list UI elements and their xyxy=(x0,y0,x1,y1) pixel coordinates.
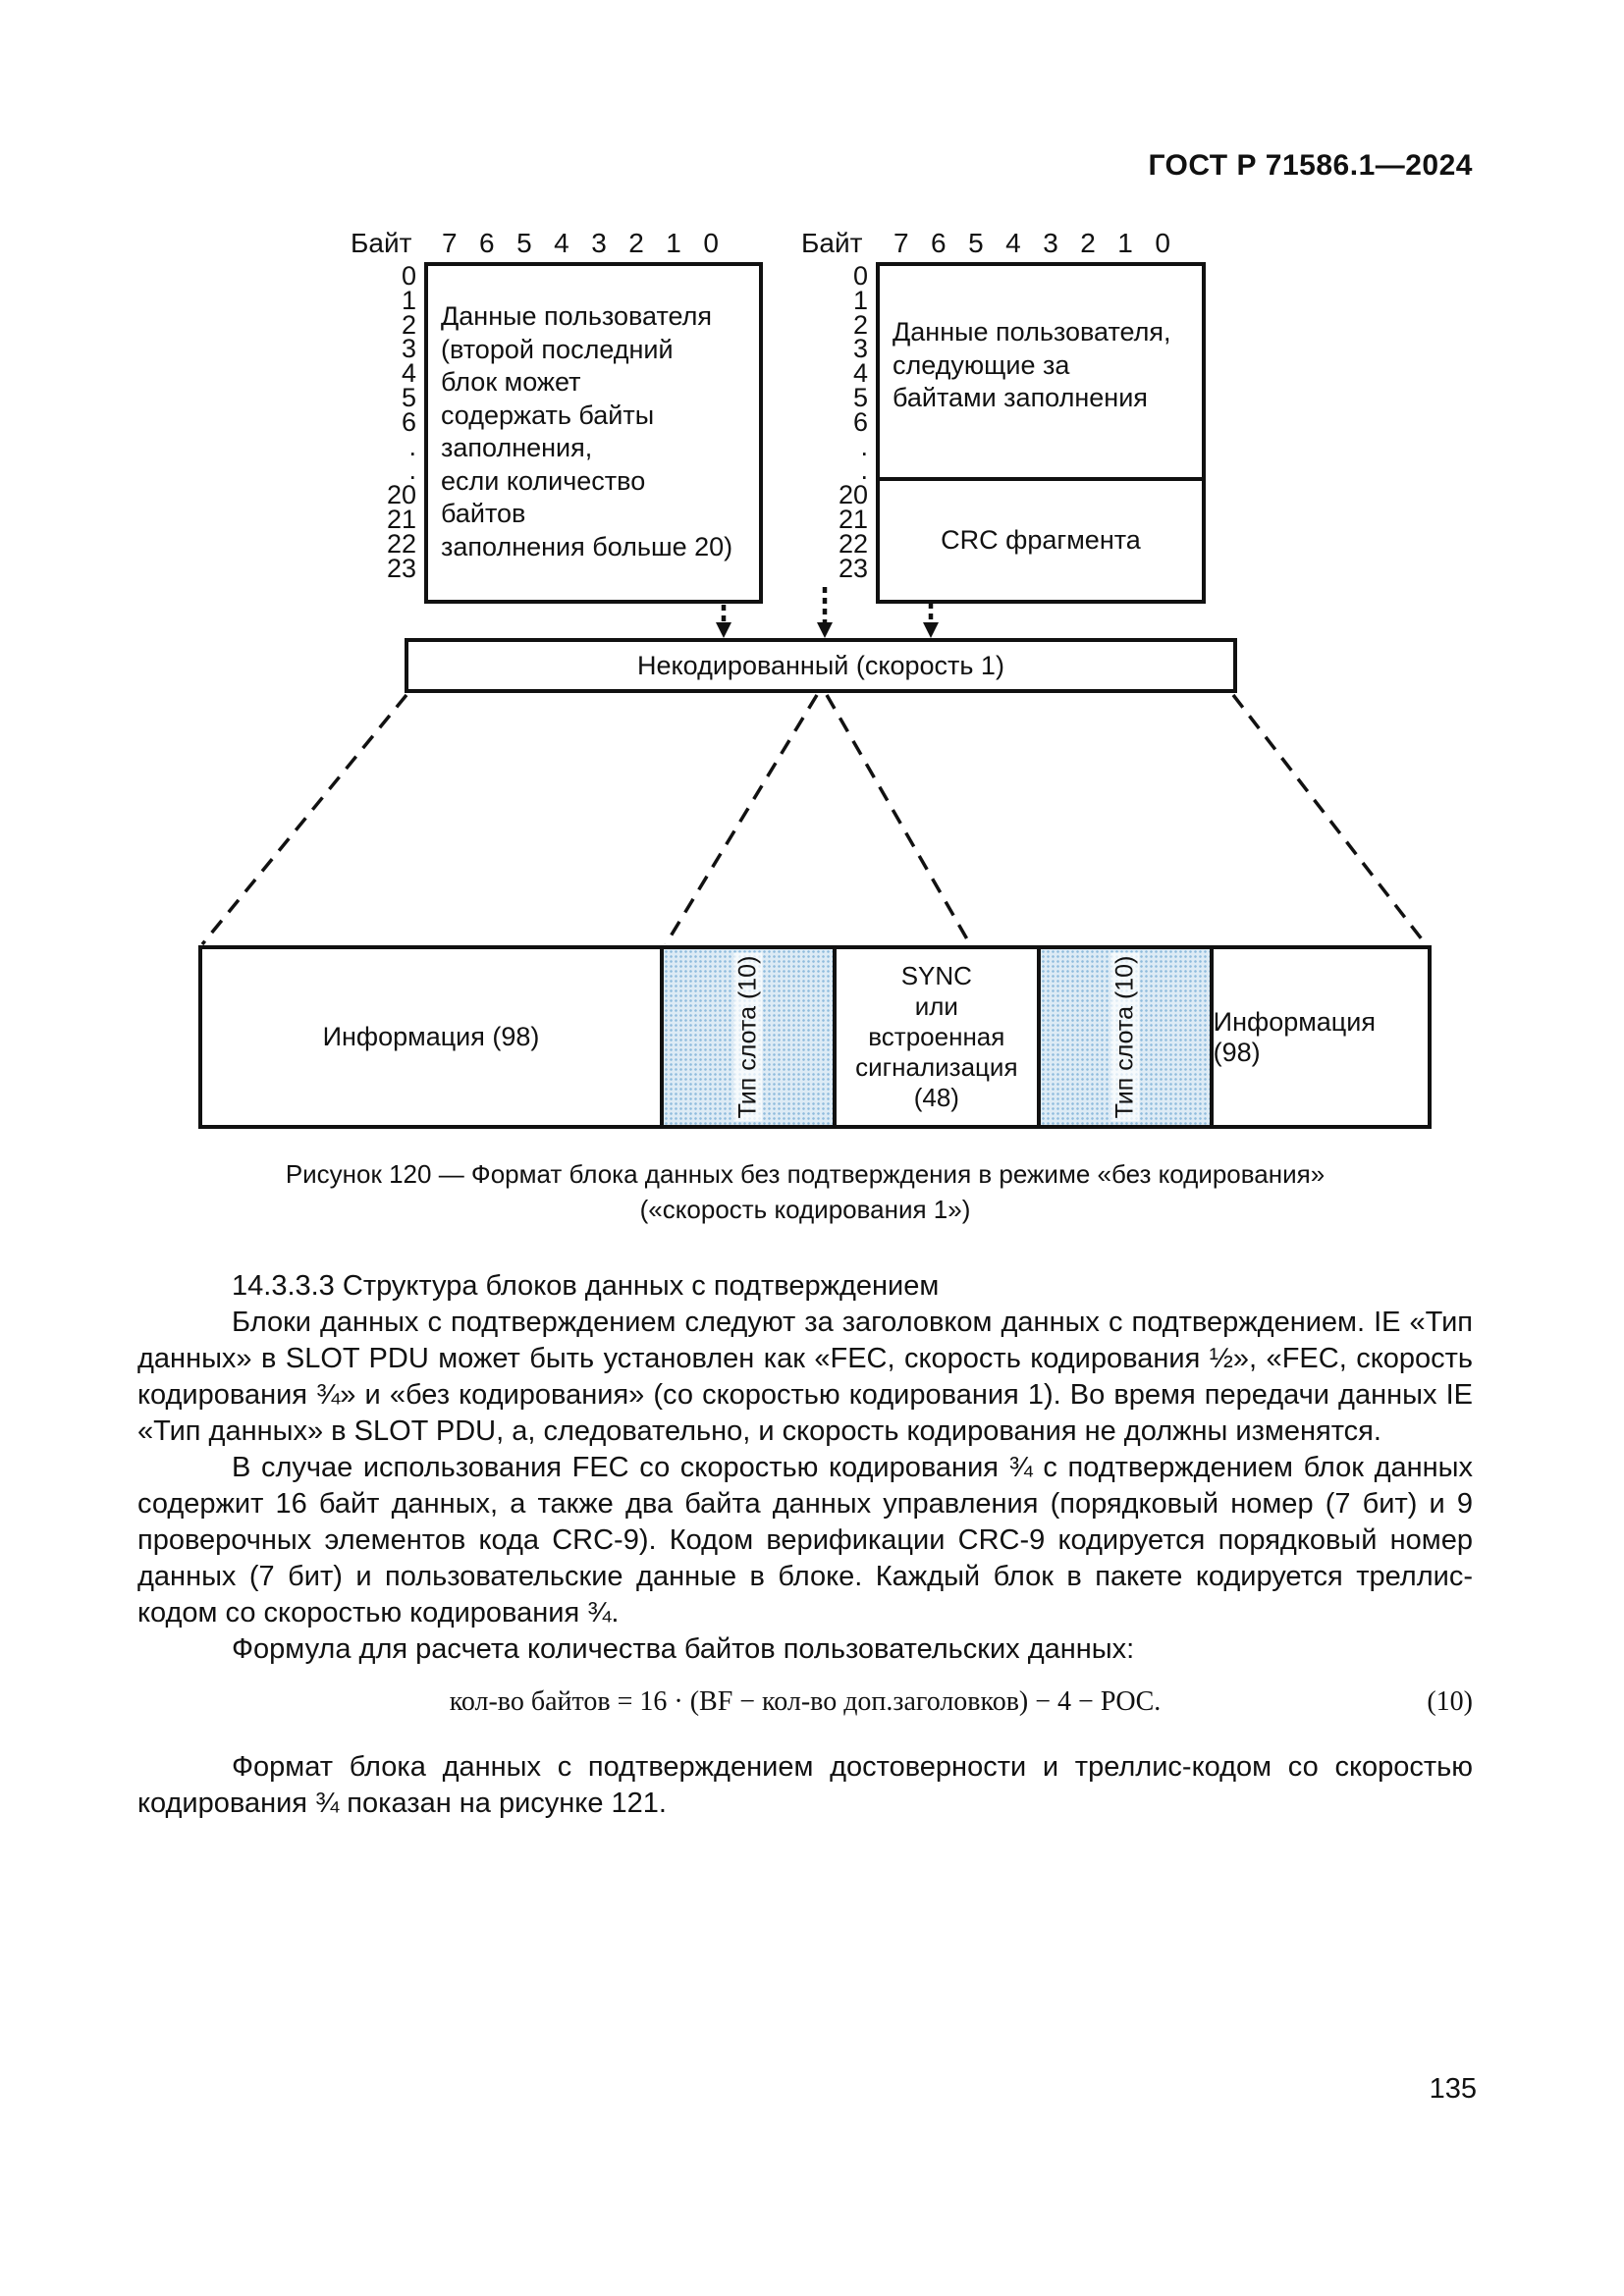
right-block-upper xyxy=(880,266,1202,481)
row-label: . xyxy=(860,431,868,461)
row-label: 4 xyxy=(852,358,868,389)
formula-row xyxy=(137,1683,1473,1720)
row-label: 5 xyxy=(852,382,868,412)
row-label: 2 xyxy=(852,309,868,340)
block-text-line: если количество xyxy=(441,465,646,496)
row-label: . xyxy=(408,431,416,461)
section-heading: 14.3.3.3 Структура блоков данных с подтверждением xyxy=(232,1270,940,1302)
row-label: 4 xyxy=(401,358,416,389)
row-label: 1 xyxy=(852,285,868,315)
slot-type-left-label: Тип слота (10) xyxy=(733,953,762,1122)
row-label: 21 xyxy=(386,504,416,534)
paragraph-4: Формат блока данных с подтверждением достоверности и треллис-кодом со скоростью кодирования ¾ показан на рисунке 121. xyxy=(137,1751,1473,1819)
paragraph-2: В случае использования FEC со скоростью кодирования ¾ с подтверждением блок данных содержит 16 байт данных, а также два байта данных управления (порядковый номер (7 бит) и 9 проверочных элементов кода CRC-9). Кодом верификации CRC-9 кодируется порядковый номер данных (7 бит) и пользовательские данные в блоке. Каждый блок в пакете кодируется треллис-кодом со скоростью кодирования ¾. xyxy=(137,1452,1473,1629)
bit-labels-row-right xyxy=(893,228,1170,259)
left-byte-block xyxy=(424,262,763,604)
block-text-line: Данные пользователя xyxy=(441,301,713,331)
row-label: 6 xyxy=(852,406,868,437)
uncoded-rate-box xyxy=(405,638,1237,693)
info-cell-left xyxy=(202,949,660,1125)
figure-caption-line2: («скорость кодирования 1») xyxy=(639,1195,971,1224)
block-text-line: заполнения, xyxy=(441,433,593,462)
row-label: 0 xyxy=(852,261,868,291)
sync-line: SYNC xyxy=(900,961,972,990)
block-text-line: следующие за xyxy=(893,349,1070,380)
block-text-line: блок может xyxy=(441,367,581,397)
crc-label: CRC фрагмента xyxy=(941,525,1141,555)
right-block-crc-cell xyxy=(880,481,1202,600)
bit-label: 2 xyxy=(628,228,644,258)
row-label: 23 xyxy=(838,553,868,583)
slot-structure-box xyxy=(198,945,1432,1129)
row-labels-left xyxy=(355,261,416,583)
bit-label: 2 xyxy=(1080,228,1096,258)
row-label: . xyxy=(860,455,868,486)
bit-label: 3 xyxy=(1043,228,1058,258)
row-label: 3 xyxy=(852,334,868,364)
slot-type-right-label: Тип слота (10) xyxy=(1110,953,1139,1122)
info-cell-right xyxy=(1214,949,1428,1125)
paragraph-1: Блоки данных с подтверждением следуют за заголовком данных с подтверждением. IE «Тип данных» в SLOT PDU может быть установлен как «FEC, скорость кодирования ½», «FEC, скорость кодирования ¾» и «без кодирования» (со скоростью кодирования 1). Во время передачи данных IE «Тип данных» в SLOT PDU, а, следовательно, и скорость кодирования не должны изменятся. xyxy=(137,1307,1473,1447)
bit-label: 5 xyxy=(516,228,532,258)
row-label: 2 xyxy=(401,309,416,340)
bit-label: 7 xyxy=(893,228,909,258)
bit-label: 1 xyxy=(1117,228,1133,258)
row-labels-right xyxy=(807,261,868,583)
down-arrowhead xyxy=(817,622,833,638)
sync-line: (48) xyxy=(913,1083,959,1112)
bit-label: 4 xyxy=(1005,228,1021,258)
formula: кол-во байтов = 16 · (BF − кол-во доп.заголовков) − 4 − POC. xyxy=(449,1686,1162,1717)
block-text-line: Данные пользователя, xyxy=(893,317,1171,347)
block-text-line: (второй последний xyxy=(441,334,674,364)
header-title: ГОСТ Р 71586.1—2024 xyxy=(1148,149,1473,182)
row-label: 20 xyxy=(838,480,868,510)
bit-label: 6 xyxy=(931,228,947,258)
row-label: 20 xyxy=(386,480,416,510)
row-label: 3 xyxy=(401,334,416,364)
down-arrowhead xyxy=(716,622,731,638)
slot-type-cell-left xyxy=(660,949,837,1125)
uncoded-label: Некодированный (скорость 1) xyxy=(637,650,1004,680)
body-text xyxy=(137,1268,1473,1822)
bit-label: 4 xyxy=(554,228,569,258)
row-label: . xyxy=(408,455,416,486)
bit-label: 5 xyxy=(968,228,984,258)
sync-line: сигнализация xyxy=(855,1052,1018,1082)
row-label: 21 xyxy=(838,504,868,534)
page-number: 135 xyxy=(1429,2073,1477,2105)
right-byte-block xyxy=(876,262,1206,604)
bit-label: 7 xyxy=(442,228,458,258)
info-left-label: Информация (98) xyxy=(322,1022,540,1051)
row-label: 6 xyxy=(401,406,416,437)
figure-caption-line1: Рисунок 120 — Формат блока данных без подтверждения в режиме «без кодирования» xyxy=(285,1159,1326,1189)
byte-label-right: Байт xyxy=(801,228,863,258)
down-arrowhead xyxy=(923,622,939,638)
paragraph-3: Формула для расчета количества байтов пользовательских данных: xyxy=(232,1633,1135,1665)
row-label: 0 xyxy=(401,261,416,291)
row-label: 22 xyxy=(386,528,416,559)
block-text-line: байтов xyxy=(441,499,526,528)
block-text-line: байтами заполнения xyxy=(893,383,1148,412)
formula-number: (10) xyxy=(1427,1686,1473,1717)
info-right-label: Информация (98) xyxy=(1213,1006,1376,1067)
sync-line: встроенная xyxy=(868,1022,1005,1051)
bit-label: 0 xyxy=(1155,228,1170,258)
row-label: 23 xyxy=(386,553,416,583)
bit-labels-row-left xyxy=(442,228,719,259)
block-text-line: заполнения больше 20) xyxy=(441,531,733,561)
sync-line: или xyxy=(914,991,958,1021)
bit-label: 3 xyxy=(591,228,607,258)
row-label: 22 xyxy=(838,528,868,559)
bit-label: 1 xyxy=(666,228,681,258)
bit-label: 0 xyxy=(703,228,719,258)
sync-cell xyxy=(837,949,1037,1125)
left-block-content xyxy=(428,266,759,563)
block-text-line: содержать байты xyxy=(441,400,655,430)
row-label: 5 xyxy=(401,382,416,412)
slot-type-cell-right xyxy=(1037,949,1214,1125)
bit-label: 6 xyxy=(479,228,495,258)
row-label: 1 xyxy=(401,285,416,315)
byte-label-left: Байт xyxy=(351,228,412,258)
figure-caption xyxy=(137,1156,1473,1227)
